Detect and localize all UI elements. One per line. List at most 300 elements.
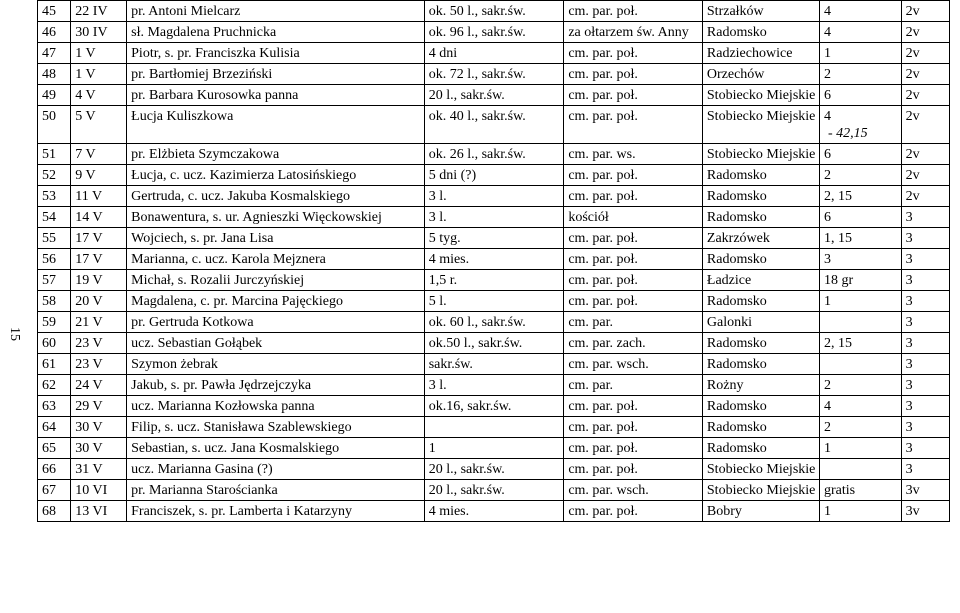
funeral-class: 3v	[905, 504, 920, 519]
residence: Stobiecko Miejskie	[706, 462, 816, 477]
residence: Radomsko	[706, 399, 767, 414]
deceased-name: pr. Bartłomiej Brzeziński	[131, 67, 273, 82]
fee-cell	[819, 22, 901, 43]
funeral-class-cell	[901, 396, 949, 417]
deceased-name: Piotr, s. pr. Franciszka Kulisia	[131, 46, 300, 61]
fee-cell	[819, 312, 901, 333]
entry-number: 53	[42, 189, 56, 204]
entry-number-cell	[38, 85, 71, 106]
fee-note: - 42,15	[827, 126, 868, 141]
entry-number-cell	[38, 291, 71, 312]
entry-number: 50	[42, 109, 56, 124]
funeral-class: 3	[905, 378, 913, 393]
age-sacraments: ok. 96 l., sakr.św.	[428, 25, 526, 40]
residence-cell	[702, 144, 819, 165]
deceased-name-cell	[127, 207, 425, 228]
entry-number: 54	[42, 210, 56, 225]
fee-cell	[819, 270, 901, 291]
burial-place-cell	[564, 480, 703, 501]
entry-number: 49	[42, 88, 56, 103]
deceased-name: pr. Elżbieta Szymczakowa	[131, 147, 280, 162]
entry-number-cell	[38, 459, 71, 480]
fee-cell	[819, 43, 901, 64]
funeral-class-cell	[901, 354, 949, 375]
age-sacraments-cell	[424, 438, 564, 459]
age-sacraments-cell	[424, 1, 564, 22]
funeral-class-cell	[901, 207, 949, 228]
burial-date-cell	[71, 43, 127, 64]
funeral-class: 3	[905, 252, 913, 267]
burial-date: 21 V	[75, 315, 103, 330]
age-sacraments-cell	[424, 291, 564, 312]
funeral-class-cell	[901, 165, 949, 186]
burial-place: cm. par. poł.	[568, 294, 638, 309]
residence: Stobiecko Miejskie	[706, 109, 816, 124]
burial-place: cm. par. poł.	[568, 462, 638, 477]
burial-date: 9 V	[75, 168, 96, 183]
entry-number: 48	[42, 67, 56, 82]
fee-cell	[819, 354, 901, 375]
age-sacraments: 5 l.	[428, 294, 447, 309]
burial-date: 7 V	[75, 147, 96, 162]
age-sacraments-cell	[424, 480, 564, 501]
burial-place-cell	[564, 43, 703, 64]
entry-number: 63	[42, 399, 56, 414]
entry-number: 46	[42, 25, 56, 40]
entry-number-cell	[38, 438, 71, 459]
table-row	[38, 22, 950, 43]
fee-cell	[819, 417, 901, 438]
age-sacraments-cell	[424, 459, 564, 480]
funeral-class: 2v	[905, 4, 920, 19]
burial-place-cell	[564, 228, 703, 249]
age-sacraments-cell	[424, 106, 564, 144]
deceased-name: ucz. Sebastian Gołąbek	[131, 336, 263, 351]
funeral-class-cell	[901, 43, 949, 64]
deceased-name-cell	[127, 270, 425, 291]
burial-date-cell	[71, 165, 127, 186]
fee: 2, 15	[823, 336, 852, 351]
age-sacraments-cell	[424, 270, 564, 291]
fee: 4	[823, 25, 831, 40]
funeral-class: 2v	[905, 109, 920, 124]
burial-date-cell	[71, 85, 127, 106]
entry-number-cell	[38, 249, 71, 270]
burial-date: 14 V	[75, 210, 103, 225]
deceased-name: Gertruda, c. ucz. Jakuba Kosmalskiego	[131, 189, 351, 204]
age-sacraments: ok. 40 l., sakr.św.	[428, 109, 526, 124]
table-row	[38, 64, 950, 85]
fee: 18 gr	[823, 273, 854, 288]
table-row	[38, 459, 950, 480]
residence: Strzałków	[706, 4, 764, 19]
burial-date-cell	[71, 249, 127, 270]
burial-place: cm. par. poł.	[568, 273, 638, 288]
fee: 1	[823, 46, 831, 61]
entry-number-cell	[38, 1, 71, 22]
fee: 1	[823, 441, 831, 456]
table-row	[38, 270, 950, 291]
residence: Stobiecko Miejskie	[706, 483, 816, 498]
residence-cell	[702, 501, 819, 522]
fee: 1	[823, 294, 831, 309]
deceased-name-cell	[127, 333, 425, 354]
funeral-class-cell	[901, 22, 949, 43]
burial-place: cm. par. wsch.	[568, 357, 649, 372]
residence-cell	[702, 270, 819, 291]
fee-cell	[819, 501, 901, 522]
funeral-class-cell	[901, 249, 949, 270]
residence: Zakrzówek	[706, 231, 770, 246]
residence: Radomsko	[706, 252, 767, 267]
table-row	[38, 249, 950, 270]
burial-date-cell	[71, 22, 127, 43]
deceased-name: ucz. Marianna Gasina (?)	[131, 462, 273, 477]
funeral-class: 2v	[905, 67, 920, 82]
burial-date-cell	[71, 64, 127, 85]
fee: 2	[823, 168, 831, 183]
fee-cell	[819, 375, 901, 396]
entry-number-cell	[38, 186, 71, 207]
deceased-name: Szymon żebrak	[131, 357, 218, 372]
deceased-name-cell	[127, 501, 425, 522]
table-row	[38, 85, 950, 106]
funeral-class-cell	[901, 106, 949, 144]
age-sacraments-cell	[424, 501, 564, 522]
entry-number: 51	[42, 147, 56, 162]
entry-number-cell	[38, 64, 71, 85]
deceased-name: Sebastian, s. ucz. Jana Kosmalskiego	[131, 441, 340, 456]
fee-cell	[819, 459, 901, 480]
entry-number-cell	[38, 417, 71, 438]
age-sacraments-cell	[424, 249, 564, 270]
burial-date: 23 V	[75, 357, 103, 372]
residence: Bobry	[706, 504, 742, 519]
funeral-class: 2v	[905, 147, 920, 162]
table-row	[38, 207, 950, 228]
funeral-class: 2v	[905, 88, 920, 103]
residence-cell	[702, 480, 819, 501]
entry-number: 55	[42, 231, 56, 246]
entry-number: 62	[42, 378, 56, 393]
residence-cell	[702, 207, 819, 228]
deceased-name: Łucja Kuliszkowa	[131, 109, 234, 124]
deceased-name: pr. Gertruda Kotkowa	[131, 315, 254, 330]
deceased-name: Magdalena, c. pr. Marcina Pajęckiego	[131, 294, 343, 309]
burial-place: cm. par. poł.	[568, 231, 638, 246]
entry-number-cell	[38, 396, 71, 417]
funeral-class-cell	[901, 228, 949, 249]
burial-place: cm. par. ws.	[568, 147, 636, 162]
funeral-class-cell	[901, 501, 949, 522]
fee: 2, 15	[823, 189, 852, 204]
burial-place-cell	[564, 417, 703, 438]
burial-date: 23 V	[75, 336, 103, 351]
table-row	[38, 43, 950, 64]
residence-cell	[702, 106, 819, 144]
residence-cell	[702, 186, 819, 207]
deceased-name-cell	[127, 43, 425, 64]
age-sacraments-cell	[424, 165, 564, 186]
entry-number-cell	[38, 144, 71, 165]
age-sacraments-cell	[424, 186, 564, 207]
burial-place: cm. par. poł.	[568, 504, 638, 519]
entry-number: 64	[42, 420, 56, 435]
burial-place: cm. par. poł.	[568, 399, 638, 414]
burial-date-cell	[71, 396, 127, 417]
burial-place-cell	[564, 375, 703, 396]
table-row	[38, 312, 950, 333]
deceased-name-cell	[127, 22, 425, 43]
burial-place-cell	[564, 22, 703, 43]
burial-place-cell	[564, 207, 703, 228]
age-sacraments: 1,5 r.	[428, 273, 458, 288]
table-row	[38, 186, 950, 207]
entry-number-cell	[38, 207, 71, 228]
table-row	[38, 106, 950, 144]
burial-place-cell	[564, 396, 703, 417]
entry-number: 56	[42, 252, 56, 267]
burial-date: 5 V	[75, 109, 96, 124]
residence-cell	[702, 1, 819, 22]
entry-number-cell	[38, 22, 71, 43]
burial-place-cell	[564, 144, 703, 165]
funeral-class: 3	[905, 399, 913, 414]
burial-place-cell	[564, 165, 703, 186]
fee-cell	[819, 1, 901, 22]
entry-number-cell	[38, 165, 71, 186]
funeral-class-cell	[901, 438, 949, 459]
age-sacraments: 20 l., sakr.św.	[428, 88, 505, 103]
entry-number: 67	[42, 483, 56, 498]
burial-place: kościół	[568, 210, 609, 225]
burial-date: 17 V	[75, 252, 103, 267]
funeral-class: 3	[905, 462, 913, 477]
residence-cell	[702, 22, 819, 43]
age-sacraments: ok. 60 l., sakr.św.	[428, 315, 526, 330]
age-sacraments-cell	[424, 43, 564, 64]
register-body	[38, 1, 950, 522]
deceased-name-cell	[127, 1, 425, 22]
funeral-class-cell	[901, 186, 949, 207]
deceased-name-cell	[127, 249, 425, 270]
deceased-name: Wojciech, s. pr. Jana Lisa	[131, 231, 274, 246]
table-row	[38, 501, 950, 522]
funeral-class: 3	[905, 357, 913, 372]
deceased-name-cell	[127, 165, 425, 186]
burial-place-cell	[564, 438, 703, 459]
residence-cell	[702, 354, 819, 375]
funeral-class-cell	[901, 480, 949, 501]
residence: Radomsko	[706, 357, 767, 372]
age-sacraments: ok. 26 l., sakr.św.	[428, 147, 526, 162]
burial-place: cm. par. wsch.	[568, 483, 649, 498]
fee: 6	[823, 210, 831, 225]
table-row	[38, 144, 950, 165]
entry-number: 47	[42, 46, 56, 61]
age-sacraments: 4 mies.	[428, 504, 470, 519]
fee-cell	[819, 186, 901, 207]
fee: 6	[823, 147, 831, 162]
age-sacraments-cell	[424, 207, 564, 228]
residence: Stobiecko Miejskie	[706, 147, 816, 162]
entry-number-cell	[38, 480, 71, 501]
fee-cell	[819, 438, 901, 459]
entry-number-cell	[38, 354, 71, 375]
deceased-name-cell	[127, 186, 425, 207]
deceased-name: Bonawentura, s. ur. Agnieszki Więckowskiej	[131, 210, 382, 225]
residence-cell	[702, 64, 819, 85]
burial-date: 22 IV	[75, 4, 108, 19]
deceased-name-cell	[127, 228, 425, 249]
burial-date: 13 VI	[75, 504, 108, 519]
burial-date-cell	[71, 459, 127, 480]
burial-date-cell	[71, 144, 127, 165]
age-sacraments-cell	[424, 228, 564, 249]
burial-place-cell	[564, 291, 703, 312]
table-row	[38, 417, 950, 438]
burial-place-cell	[564, 64, 703, 85]
burial-date-cell	[71, 291, 127, 312]
burial-date-cell	[71, 186, 127, 207]
funeral-class: 3	[905, 294, 913, 309]
fee-cell	[819, 249, 901, 270]
page-number: 15	[7, 327, 22, 341]
age-sacraments: 4 dni	[428, 46, 458, 61]
age-sacraments: 3 l.	[428, 189, 447, 204]
age-sacraments-cell	[424, 312, 564, 333]
residence: Radomsko	[706, 189, 767, 204]
entry-number: 58	[42, 294, 56, 309]
table-row	[38, 438, 950, 459]
age-sacraments-cell	[424, 375, 564, 396]
residence-cell	[702, 375, 819, 396]
residence-cell	[702, 333, 819, 354]
residence-cell	[702, 43, 819, 64]
fee-cell	[819, 106, 901, 144]
entry-number: 66	[42, 462, 56, 477]
burial-date-cell	[71, 417, 127, 438]
burial-place: cm. par. poł.	[568, 109, 638, 124]
deceased-name-cell	[127, 291, 425, 312]
fee-cell	[819, 396, 901, 417]
burial-date-cell	[71, 270, 127, 291]
deceased-name-cell	[127, 375, 425, 396]
burial-place-cell	[564, 501, 703, 522]
funeral-class-cell	[901, 144, 949, 165]
funeral-class-cell	[901, 291, 949, 312]
deceased-name: Marianna, c. ucz. Karola Mejznera	[131, 252, 326, 267]
residence: Galonki	[706, 315, 752, 330]
entry-number-cell	[38, 333, 71, 354]
entry-number-cell	[38, 312, 71, 333]
table-row	[38, 291, 950, 312]
residence-cell	[702, 396, 819, 417]
table-row	[38, 165, 950, 186]
entry-number-cell	[38, 375, 71, 396]
burial-date-cell	[71, 312, 127, 333]
burial-date: 1 V	[75, 46, 96, 61]
entry-number: 59	[42, 315, 56, 330]
burial-date-cell	[71, 354, 127, 375]
residence: Radomsko	[706, 336, 767, 351]
burial-date: 19 V	[75, 273, 103, 288]
age-sacraments-cell	[424, 64, 564, 85]
residence: Radomsko	[706, 294, 767, 309]
deceased-name: pr. Marianna Starościanka	[131, 483, 278, 498]
fee: 3	[823, 252, 831, 267]
burial-place-cell	[564, 249, 703, 270]
age-sacraments: 3 l.	[428, 210, 447, 225]
fee-cell	[819, 165, 901, 186]
fee-cell	[819, 480, 901, 501]
residence-cell	[702, 165, 819, 186]
funeral-class: 3	[905, 420, 913, 435]
funeral-class-cell	[901, 312, 949, 333]
fee: 4	[823, 399, 831, 414]
burial-date: 30 V	[75, 420, 103, 435]
entry-number: 65	[42, 441, 56, 456]
burial-date: 31 V	[75, 462, 103, 477]
deceased-name: Michał, s. Rozalii Jurczyńskiej	[131, 273, 305, 288]
entry-number: 57	[42, 273, 56, 288]
funeral-class: 3	[905, 336, 913, 351]
residence-cell	[702, 459, 819, 480]
entry-number: 68	[42, 504, 56, 519]
fee: 1	[823, 504, 831, 519]
fee-cell	[819, 64, 901, 85]
burial-date: 4 V	[75, 88, 96, 103]
residence: Rożny	[706, 378, 744, 393]
age-sacraments: 5 dni (?)	[428, 168, 477, 183]
age-sacraments-cell	[424, 85, 564, 106]
fee: 6	[823, 88, 831, 103]
fee: gratis	[823, 483, 856, 498]
burial-date: 30 IV	[75, 25, 108, 40]
deceased-name: sł. Magdalena Pruchnicka	[131, 25, 277, 40]
residence-cell	[702, 85, 819, 106]
fee: 4	[823, 109, 831, 124]
burial-date-cell	[71, 228, 127, 249]
residence: Radomsko	[706, 441, 767, 456]
funeral-class: 2v	[905, 25, 920, 40]
fee: 1, 15	[823, 231, 852, 246]
entry-number-cell	[38, 228, 71, 249]
deceased-name: Łucja, c. ucz. Kazimierza Latosińskiego	[131, 168, 357, 183]
residence-cell	[702, 417, 819, 438]
burial-place-cell	[564, 85, 703, 106]
burial-place-cell	[564, 312, 703, 333]
deceased-name-cell	[127, 417, 425, 438]
residence: Stobiecko Miejskie	[706, 88, 816, 103]
age-sacraments: 4 mies.	[428, 252, 470, 267]
age-sacraments: ok. 50 l., sakr.św.	[428, 4, 526, 19]
deceased-name: pr. Antoni Mielcarz	[131, 4, 241, 19]
age-sacraments: 5 tyg.	[428, 231, 461, 246]
entry-number-cell	[38, 270, 71, 291]
burial-place: cm. par.	[568, 315, 614, 330]
burial-date-cell	[71, 501, 127, 522]
burial-date: 17 V	[75, 231, 103, 246]
age-sacraments: 20 l., sakr.św.	[428, 462, 505, 477]
age-sacraments: ok.50 l., sakr.św.	[428, 336, 523, 351]
burial-place: za ołtarzem św. Anny	[568, 25, 689, 40]
entry-number-cell	[38, 106, 71, 144]
residence: Radomsko	[706, 168, 767, 183]
table-row	[38, 1, 950, 22]
burial-date-cell	[71, 1, 127, 22]
burial-place: cm. par. poł.	[568, 88, 638, 103]
